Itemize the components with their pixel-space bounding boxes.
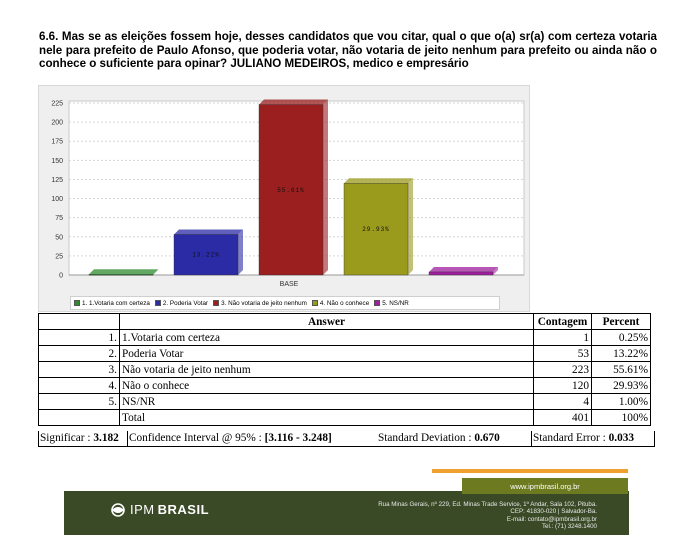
legend-swatch bbox=[374, 300, 380, 306]
results-table bbox=[38, 313, 651, 426]
header-empty bbox=[39, 314, 120, 330]
y-tick-label: 200 bbox=[51, 119, 63, 127]
row-percent: 0.25% bbox=[592, 330, 651, 346]
footer-address: Rua Minas Gerais, nº 229, Ed. Minas Trade Service, 1º Andar, Sala 102, Pituba. CEP: 41830-020 | Salvador-Ba. E-mail: contato@ipmbrasil.org.br Tel.: (71) 3248.1400 bbox=[378, 501, 597, 531]
legend-swatch bbox=[213, 300, 219, 306]
y-tick-label: 0 bbox=[59, 272, 63, 280]
y-tick-label: 150 bbox=[51, 157, 63, 165]
legend-item bbox=[374, 300, 409, 307]
legend-item bbox=[312, 300, 369, 307]
y-tick-label: 50 bbox=[55, 234, 63, 242]
bar-top bbox=[174, 229, 243, 234]
footer-accent-bar bbox=[432, 469, 628, 473]
chart-legend bbox=[70, 296, 500, 310]
legend-item bbox=[155, 300, 208, 307]
bar bbox=[89, 274, 153, 275]
y-tick-label: 225 bbox=[51, 100, 63, 108]
row-count: 223 bbox=[534, 362, 592, 378]
question-text: 6.6. Mas se as eleições fossem hoje, desses candidatos que vou citar, qual o que o(a) sr(a) com certeza votaria nele para prefeito de Paulo Afonso, que poderia votar, não votaria de jeito nenhum para prefeito ou ainda não o conhece o suficiente para opinar? JULIANO MEDEIROS, medico e empresário bbox=[39, 30, 657, 71]
table-row bbox=[39, 362, 651, 378]
ipm-logo-icon bbox=[109, 503, 127, 517]
stats-row bbox=[38, 431, 655, 447]
bar-top bbox=[89, 269, 158, 274]
row-percent: 29.93% bbox=[592, 378, 651, 394]
row-num: 2. bbox=[39, 346, 120, 362]
bar bbox=[429, 272, 493, 275]
x-axis-label: BASE bbox=[279, 281, 299, 288]
row-answer: NS/NR bbox=[120, 394, 534, 410]
row-answer: Não o conhece bbox=[120, 378, 534, 394]
legend-swatch bbox=[312, 300, 318, 306]
table-row bbox=[39, 394, 651, 410]
row-answer: Poderia Votar bbox=[120, 346, 534, 362]
footer-banner bbox=[64, 491, 629, 535]
stat-confidence-interval: Confidence Interval @ 95% : [3.116 - 3.248] bbox=[129, 432, 332, 444]
row-num: 1. bbox=[39, 330, 120, 346]
row-percent: 55.61% bbox=[592, 362, 651, 378]
row-count: 4 bbox=[534, 394, 592, 410]
legend-label: 3. Não votaria de jeito nenhum bbox=[221, 299, 307, 307]
row-percent: 1.00% bbox=[592, 394, 651, 410]
legend-label: 5. NS/NR bbox=[382, 299, 409, 307]
y-tick-label: 75 bbox=[55, 215, 63, 223]
bar-top bbox=[429, 267, 498, 272]
bar-data-label: 13.22% bbox=[192, 251, 220, 259]
row-answer: 1.Votaria com certeza bbox=[120, 330, 534, 346]
total-empty bbox=[39, 410, 120, 426]
bar-chart bbox=[39, 86, 531, 313]
chart-frame bbox=[38, 85, 530, 312]
row-answer: Não votaria de jeito nenhum bbox=[120, 362, 534, 378]
ipm-brasil-logo: IPM BRASIL bbox=[109, 502, 209, 517]
bar-top bbox=[344, 178, 413, 183]
y-tick-label: 175 bbox=[51, 138, 63, 146]
total-count: 401 bbox=[534, 410, 592, 426]
row-num: 3. bbox=[39, 362, 120, 378]
legend-label: 4. Não o conhece bbox=[319, 299, 370, 307]
total-label: Total bbox=[120, 410, 534, 426]
legend-label: 1. 1.Votaria com certeza bbox=[82, 299, 150, 307]
bar-side bbox=[238, 229, 243, 275]
table-row bbox=[39, 346, 651, 362]
header-count: Contagem bbox=[534, 314, 592, 330]
row-num: 5. bbox=[39, 394, 120, 410]
bar-data-label: 55.61% bbox=[277, 186, 305, 194]
row-count: 1 bbox=[534, 330, 592, 346]
header-answer: Answer bbox=[120, 314, 534, 330]
row-count: 53 bbox=[534, 346, 592, 362]
header-percent: Percent bbox=[592, 314, 651, 330]
bar-side bbox=[323, 100, 328, 275]
y-tick-label: 100 bbox=[51, 196, 63, 204]
legend-item bbox=[213, 300, 307, 307]
legend-item bbox=[74, 300, 150, 307]
row-percent: 13.22% bbox=[592, 346, 651, 362]
y-tick-label: 25 bbox=[55, 253, 63, 261]
legend-swatch bbox=[155, 300, 161, 306]
row-count: 120 bbox=[534, 378, 592, 394]
row-num: 4. bbox=[39, 378, 120, 394]
stat-std-deviation: Standard Deviation : 0.670 bbox=[378, 432, 500, 444]
footer-website-link[interactable]: www.ipmbrasil.org.br bbox=[462, 478, 628, 494]
table-header-row bbox=[39, 314, 651, 330]
stat-std-error: Standard Error : 0.033 bbox=[533, 432, 635, 444]
bar-side bbox=[408, 178, 413, 275]
table-total-row bbox=[39, 410, 651, 426]
y-tick-label: 125 bbox=[51, 176, 63, 184]
table-row bbox=[39, 330, 651, 346]
bar-data-label: 29.93% bbox=[362, 226, 390, 234]
legend-swatch bbox=[74, 300, 80, 306]
legend-label: 2. Poderia Votar bbox=[162, 299, 209, 307]
stat-mean: Significar : 3.182 bbox=[40, 432, 119, 444]
table-row bbox=[39, 378, 651, 394]
bar-top bbox=[259, 100, 328, 105]
total-percent: 100% bbox=[592, 410, 651, 426]
